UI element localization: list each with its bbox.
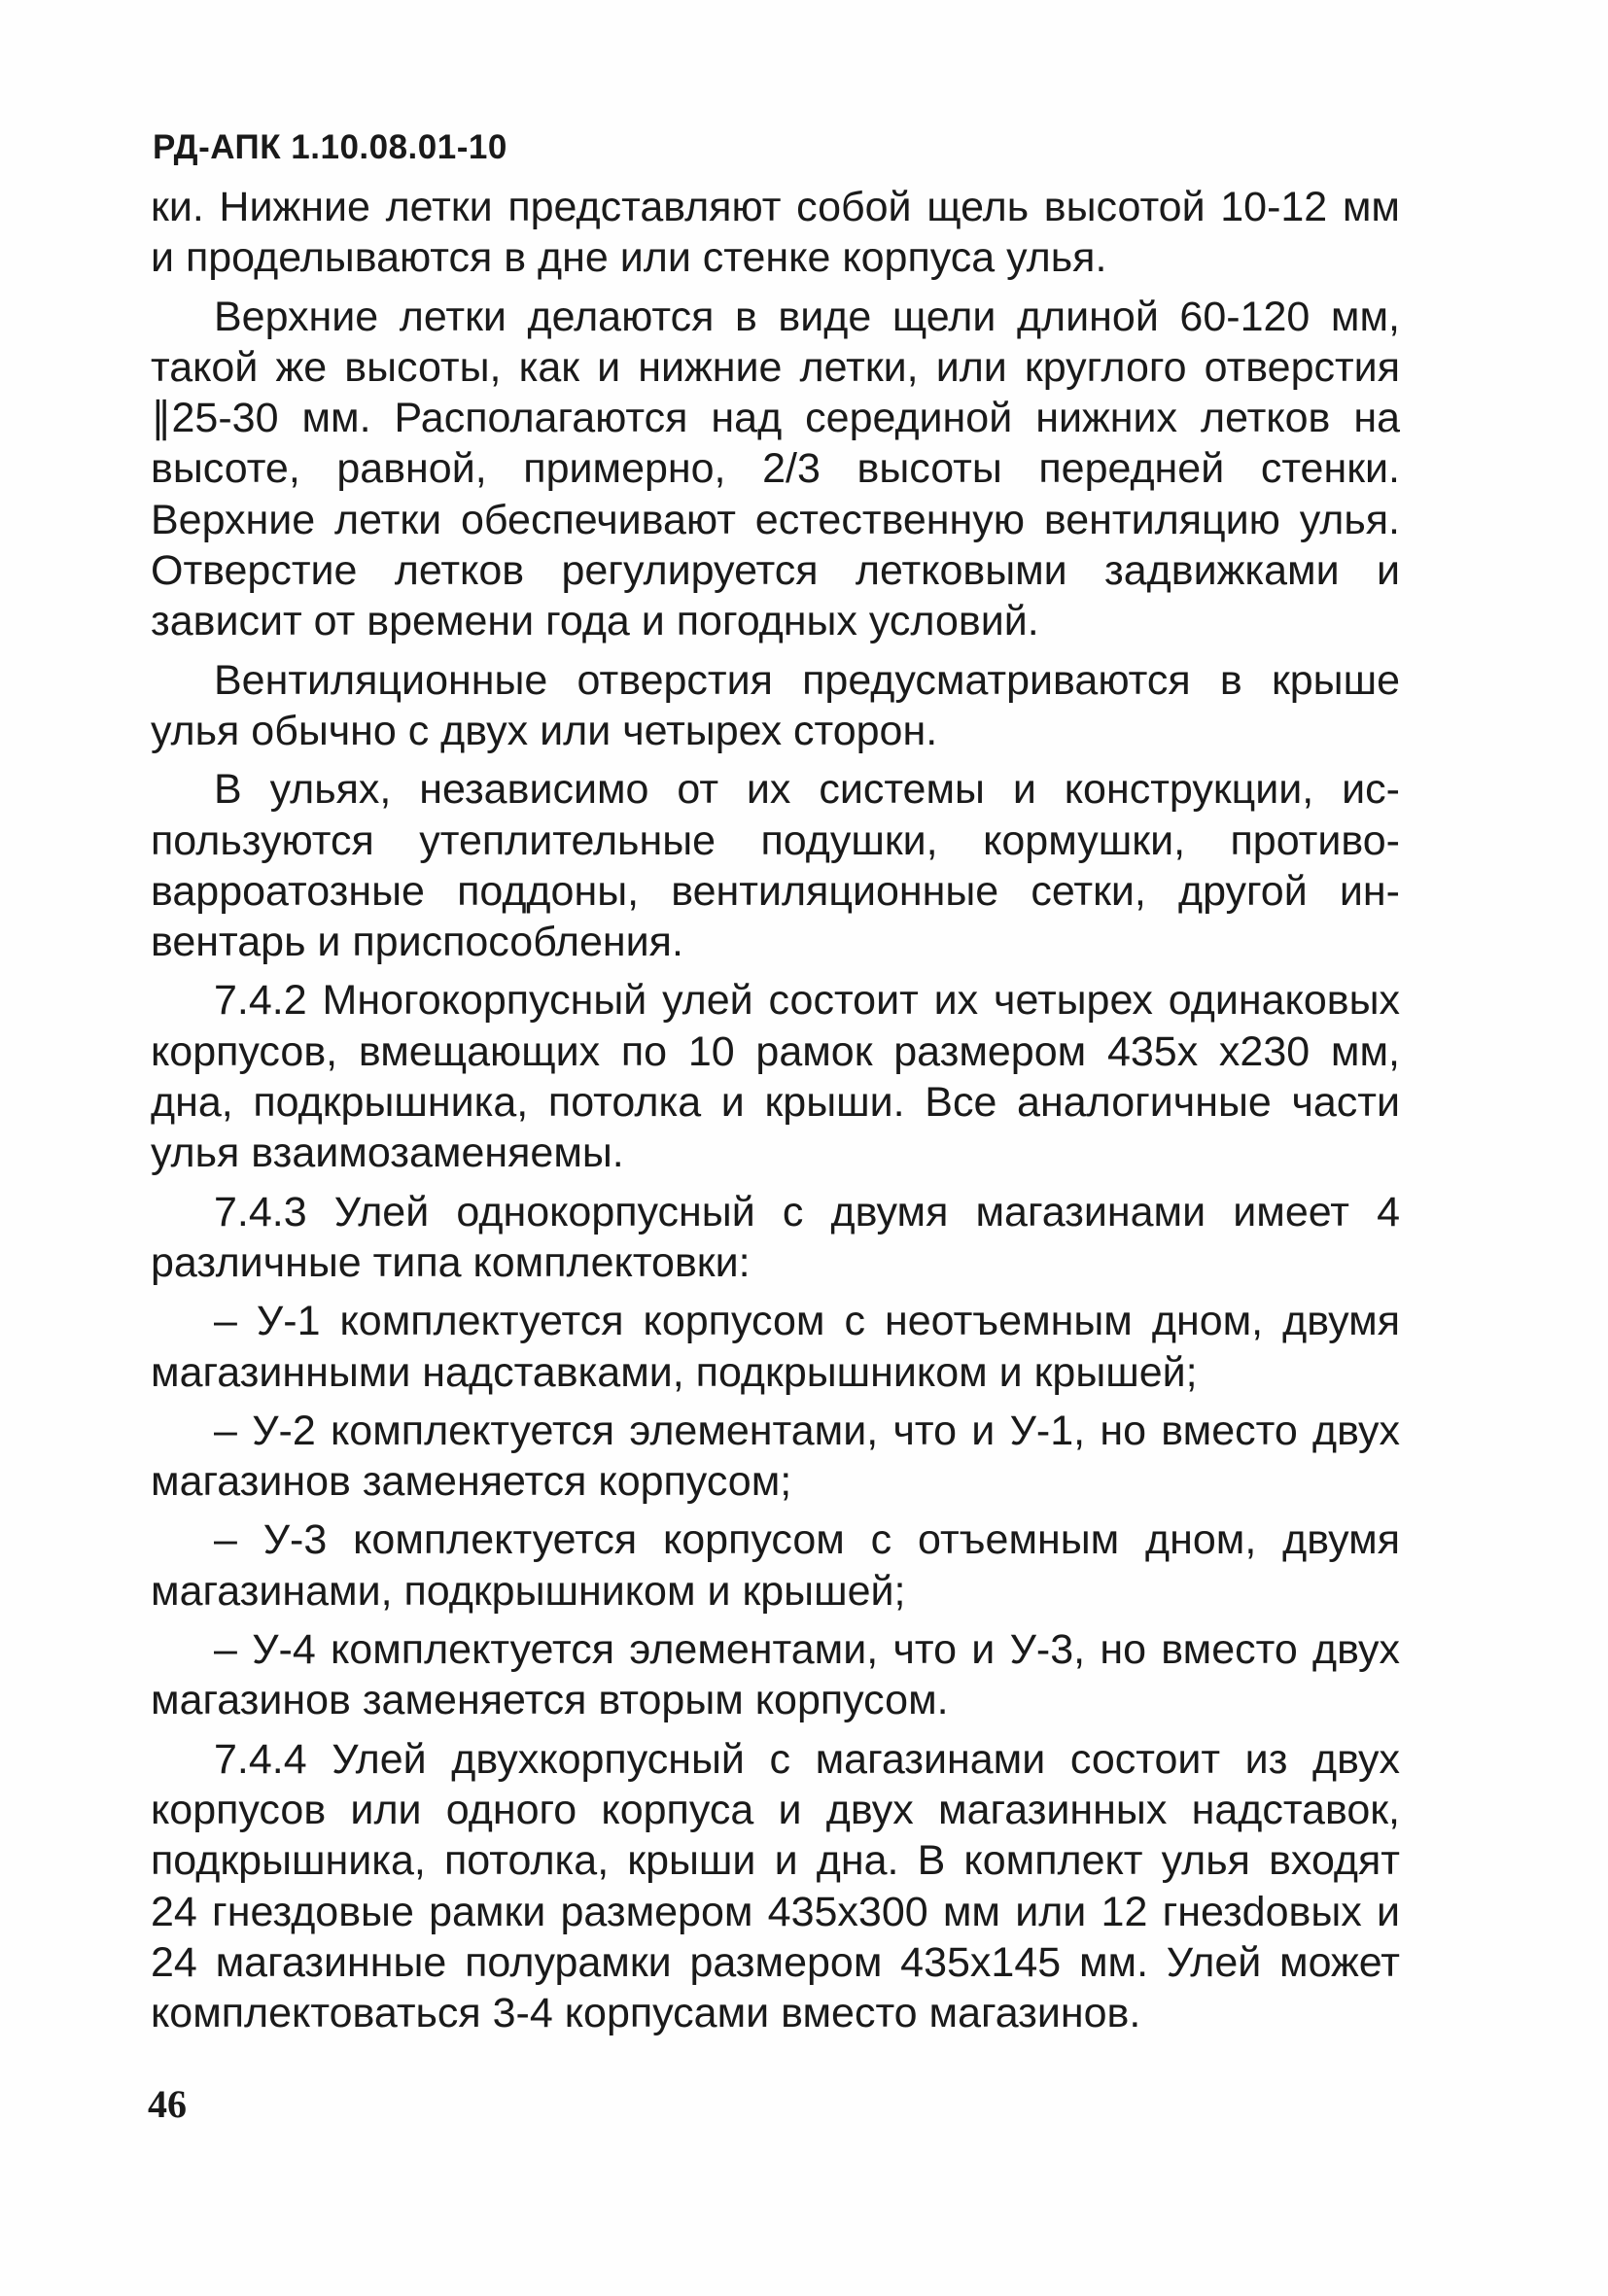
paragraph-continuation: ки. Нижние летки представляют собой щель высотой 10-12 мм и проделываются в дне или стенке корпуса улья. bbox=[151, 184, 1400, 282]
list-item-u2: – У-2 комплектуется элементами, что и У-1, но вместо двух магазинов заменяется корпусом; bbox=[151, 1407, 1400, 1506]
list-item-u1: – У-1 комплектуется корпусом с неотъемным дном, двумя магазинными надставками, подкрышником и крышей; bbox=[151, 1298, 1400, 1396]
list-item-u3: – У-3 комплектуется корпусом с отъемным дном, двумя магазинами, подкрышником и крышей; bbox=[151, 1516, 1400, 1615]
paragraph-hive-accessories: В ульях, независимо от их системы и конструкции, используются утеплительные подушки, кормушки, противоварроатозные поддоны, вентиляционные сетки, другой инвентарь и приспособления. bbox=[151, 766, 1400, 966]
list-item-u4: – У-4 комплектуется элементами, что и У-3, но вместо двух магазинов заменяется вторым корпусом. bbox=[151, 1626, 1400, 1724]
body-text bbox=[151, 182, 1400, 2046]
page-number: 46 bbox=[148, 2082, 187, 2126]
document-code-header: РД-АПК 1.10.08.01-10 bbox=[153, 128, 507, 166]
paragraph-7-4-4: 7.4.4 Улей двухкорпусный с магазинами состоит из двух корпусов или одного корпуса и двух магазинных надставок, подкрышника, потолка, крыши и дна. В комплект улья входят 24 гнездовые рамки размером 435х300 мм или 12 гнезdовых и 24 магазинные полурамки размером 435х145 мм. Улей может комплектоваться 3-4 корпусами вместо магазинов. bbox=[151, 1735, 1400, 2037]
paragraph-ventilation-openings: Вентиляционные отверстия предусматриваются в крыше улья обычно с двух или четырех сторон. bbox=[151, 656, 1400, 754]
paragraph-upper-entrances: Верхние летки делаются в виде щели длиной 60-120 мм, такой же высоты, как и нижние летки, или круглого отверстия ∥25-30 мм. Располагаются над серединой нижних летков на высоте, равной, примерно, 2/3 высоты передней стенки. Верхние летки обеспечивают естественную вентиляцию улья. Отверстие летков регулируется летковыми задвижками и зависит от времени года и погодных условий. bbox=[151, 293, 1400, 645]
paragraph-7-4-3: 7.4.3 Улей однокорпусный с двумя магазинами имеет 4 различные типа комплектовки: bbox=[151, 1188, 1400, 1286]
paragraph-7-4-2: 7.4.2 Многокорпусный улей состоит их четырех одинаковых корпусов, вмещающих по 10 рамок размером 435х х230 мм, дна, подкрышника, потолка и крыши. Все аналогичные части улья взаимозаменяемы. bbox=[151, 977, 1400, 1177]
